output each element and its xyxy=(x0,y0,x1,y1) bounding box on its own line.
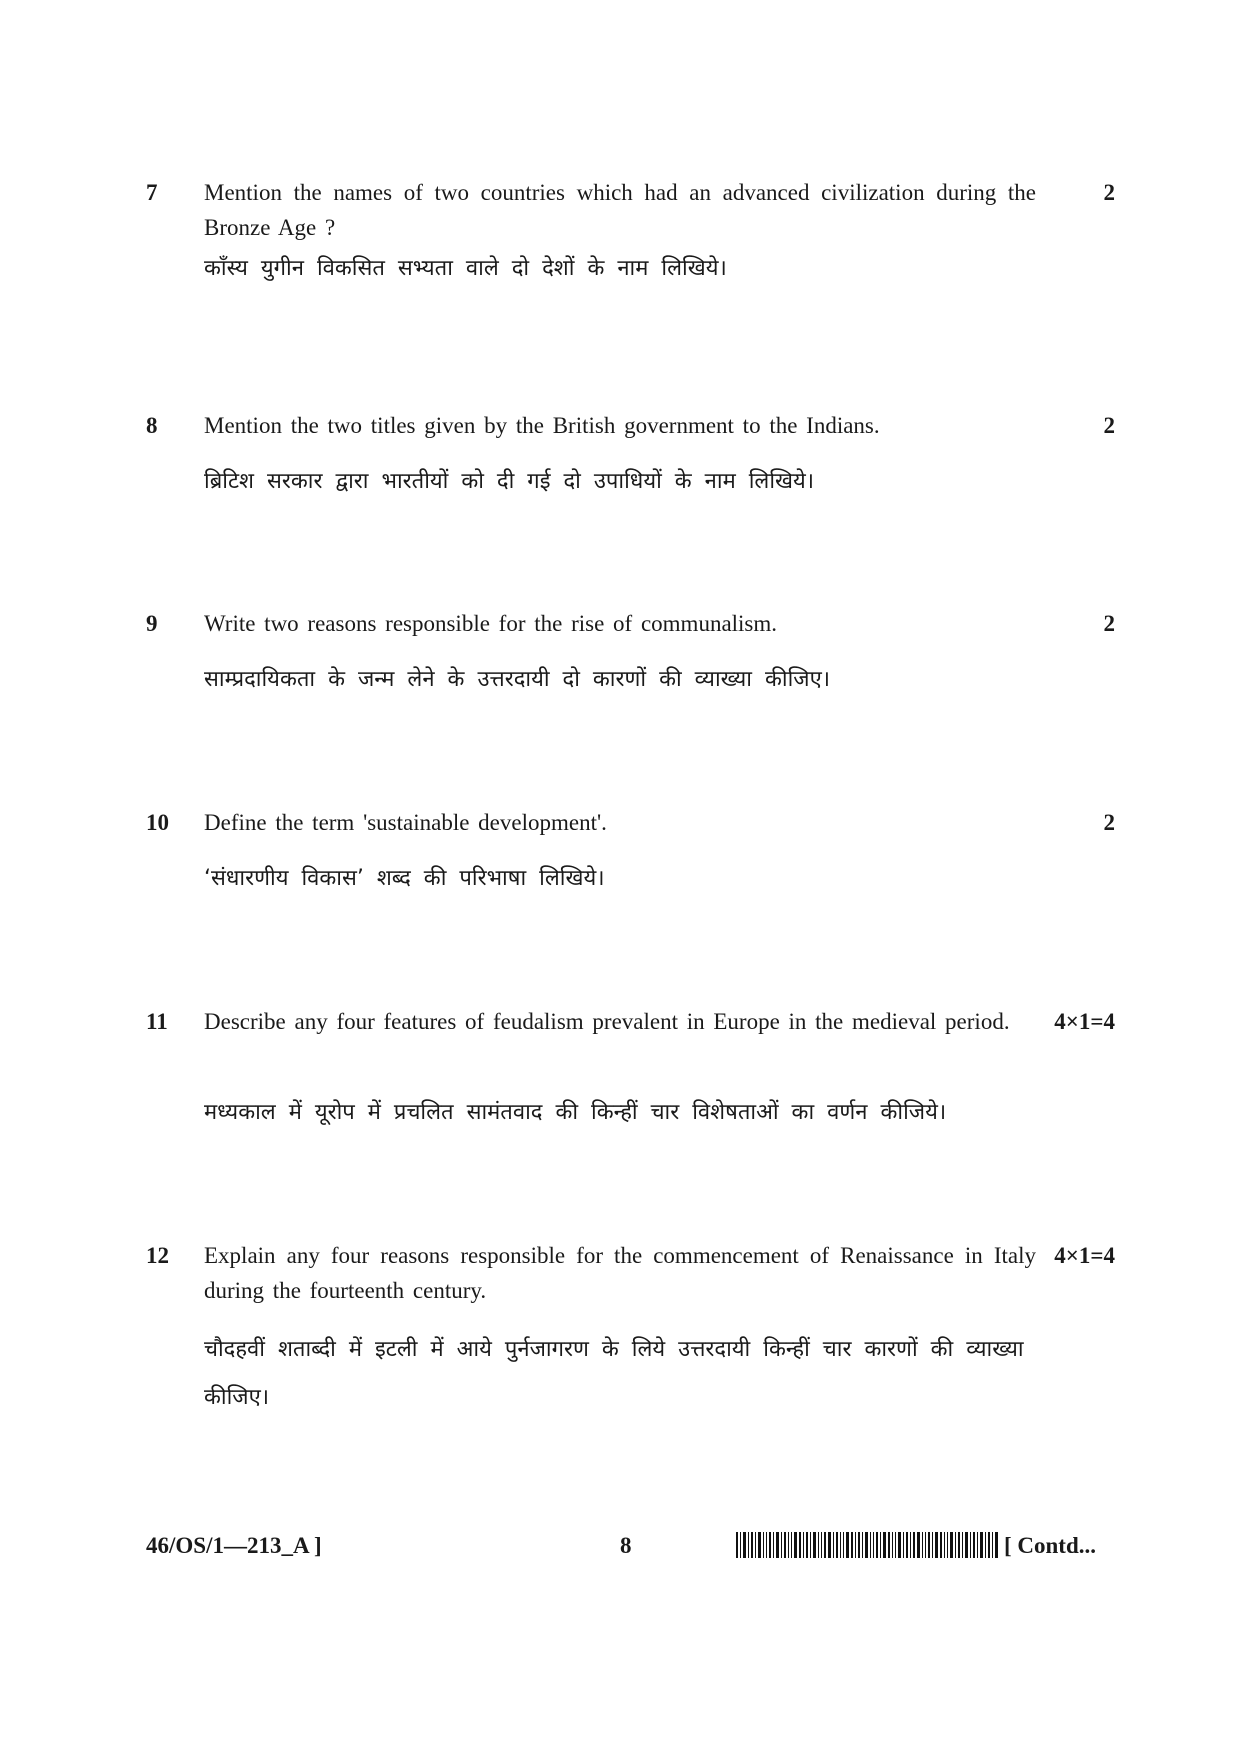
question-text-english: Mention the two titles given by the British government to the Indians. xyxy=(204,413,880,438)
question-marks: 4×1=4 xyxy=(1054,1243,1115,1268)
question-text-hindi: काँस्य युगीन विकसित सभ्यता वाले दो देशों के नाम लिखिये। xyxy=(204,256,727,281)
question-text-english: Explain any four reasons responsible for the commencement of Renaissance in Italy during the fourteenth century. xyxy=(204,1243,1036,1303)
question-text-hindi: साम्प्रदायिकता के जन्म लेने के उत्तरदायी दो कारणों की व्याख्या कीजिए। xyxy=(204,667,831,692)
question-number: 11 xyxy=(146,1009,168,1034)
question-number: 12 xyxy=(146,1243,169,1268)
question-text-hindi: ब्रिटिश सरकार द्वारा भारतीयों को दी गई दो उपाधियों के नाम लिखिये। xyxy=(204,469,815,494)
question-number: 8 xyxy=(146,413,158,438)
question-text-english: Describe any four features of feudalism prevalent in Europe in the medieval period. xyxy=(204,1009,1010,1034)
question-marks: 2 xyxy=(1103,810,1115,835)
question-number: 7 xyxy=(146,180,158,205)
question-text-hindi: मध्यकाल में यूरोप में प्रचलित सामंतवाद की किन्हीं चार विशेषताओं का वर्णन कीजिये। xyxy=(204,1100,947,1125)
question-text-hindi: ‘संधारणीय विकास’ शब्द की परिभाषा लिखिये। xyxy=(204,866,605,891)
paper-code: 46/OS/1—213_A ] xyxy=(146,1533,322,1558)
question-number: 9 xyxy=(146,611,158,636)
question-text-hindi: चौदहवीं शताब्दी में इटली में आये पुर्नजागरण के लिये उत्तरदायी किन्हीं चार कारणों की व्याख्या कीजिए। xyxy=(204,1337,1024,1410)
question-marks: 2 xyxy=(1103,413,1115,438)
question-marks: 2 xyxy=(1103,611,1115,636)
page-number: 8 xyxy=(620,1533,632,1558)
continued-label: [ Contd... xyxy=(1004,1533,1097,1558)
question-marks: 2 xyxy=(1103,180,1115,205)
question-text-english: Mention the names of two countries which had an advanced civilization during the Bronze Age ? xyxy=(204,180,1036,240)
question-number: 10 xyxy=(146,810,169,835)
question-marks: 4×1=4 xyxy=(1054,1009,1115,1034)
page-footer xyxy=(0,1528,1241,1568)
barcode-icon xyxy=(736,1532,998,1558)
question-text-english: Write two reasons responsible for the rise of communalism. xyxy=(204,611,778,636)
question-text-english: Define the term 'sustainable development'. xyxy=(204,810,607,835)
